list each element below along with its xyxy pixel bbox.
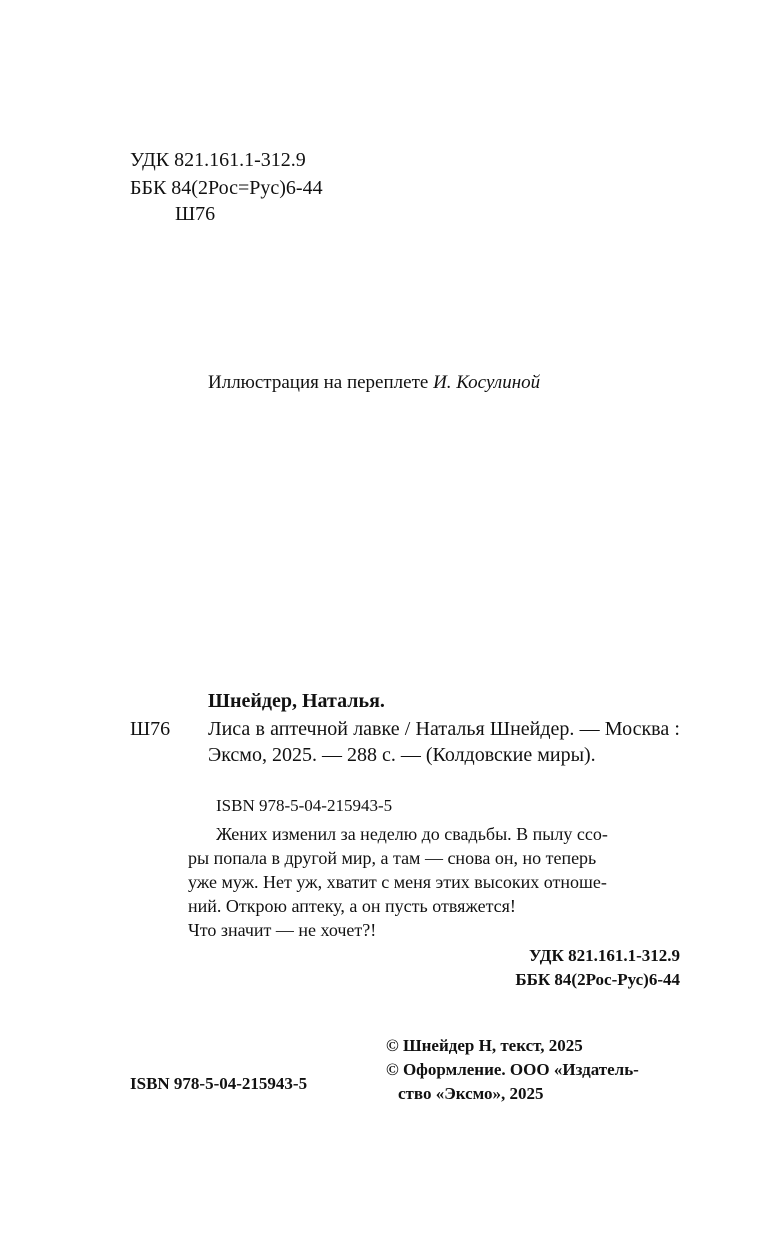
isbn-bottom: ISBN 978-5-04-215943-5 <box>130 1074 308 1093</box>
udk-code-bottom: УДК 821.161.1-312.9 <box>529 946 680 965</box>
copyright-design: © Оформление. ООО «Издатель- <box>386 1060 639 1079</box>
bbk-code-top: ББК 84(2Рос=Рус)6-44 <box>130 177 323 199</box>
copyright-design-cont: ство «Эксмо», 2025 <box>398 1084 544 1103</box>
annotation-line: ры попала в другой мир, а там — снова он, но теперь <box>188 848 597 868</box>
author-mark-top: Ш76 <box>175 203 216 225</box>
illustration-artist: И. Косулиной <box>433 372 541 393</box>
catalog-description: Лиса в аптечной лавке / Наталья Шнейдер. — Москва : Эксмо, 2025. — 288 с. — (Колдовские миры). <box>208 718 680 766</box>
annotation-line: Что значит — не хочет?! <box>188 920 377 940</box>
annotation-line: Жених изменил за неделю до свадьбы. В пылу ссо- <box>216 824 608 844</box>
illustration-credit <box>208 372 540 394</box>
catalog-author-heading: Шнейдер, Наталья. <box>208 690 385 712</box>
udk-code-top: УДК 821.161.1-312.9 <box>130 149 306 171</box>
catalog-author-mark: Ш76 <box>130 718 171 740</box>
annotation <box>188 822 680 942</box>
bbk-code-bottom: ББК 84(2Рос-Рус)6-44 <box>515 970 680 989</box>
illustration-prefix: Иллюстрация на переплете <box>208 372 434 393</box>
annotation-line: ний. Открою аптеку, а он пусть отвяжется! <box>188 896 516 916</box>
catalog-isbn: ISBN 978-5-04-215943-5 <box>216 796 393 815</box>
copyright-text: © Шнейдер Н, текст, 2025 <box>386 1036 583 1055</box>
annotation-line: уже муж. Нет уж, хватит с меня этих высоких отноше- <box>188 872 607 892</box>
